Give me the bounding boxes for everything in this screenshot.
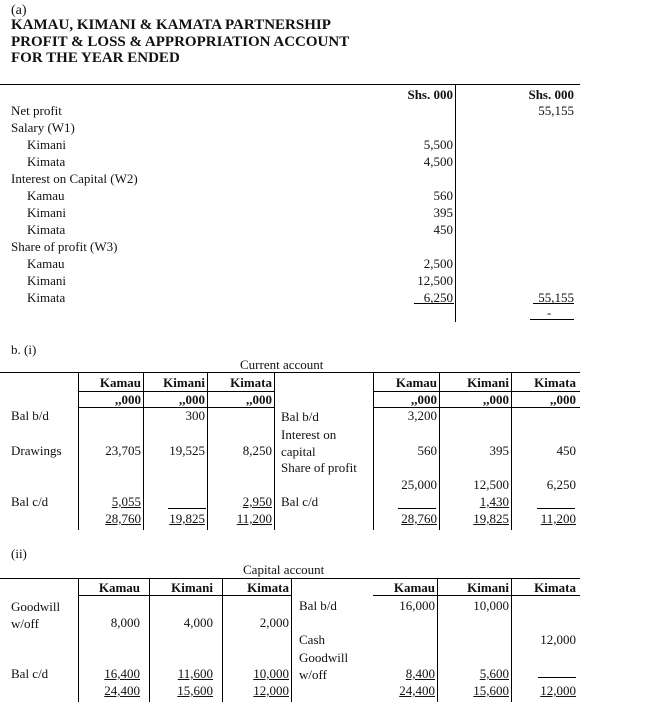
current-debit-unit-kimani: ,,000 [179,392,205,407]
interest-kimata-value: 450 [433,222,453,237]
capital-debit-total-kimata: 12,000 [253,683,289,698]
capital-credit-label-bal-bd: Bal b/d [299,598,337,613]
row-label-net-profit: Net profit [11,103,62,118]
capital-debit-header-kamau: Kamau [98,580,140,595]
current-debit-header-kimata: Kimata [230,375,272,390]
row-label-interest-kamau: Kamau [27,188,65,203]
current-credit-bal-cd-kimani: 1,430 [479,494,509,509]
current-bal-cd-kimani-rule [168,508,206,509]
current-bal-cd-kimata: 2,950 [242,494,272,509]
capital-bal-bd-kimani: 10,000 [473,598,509,613]
capital-credit-header-kimani: Kimani [467,580,509,595]
row-label-salary: Salary (W1) [11,120,75,135]
current-credit-label-bal-cd: Bal c/d [281,494,319,509]
current-debit-label-bal-bd: Bal b/d [11,408,49,423]
appropriation-total: 55,155 [538,290,574,305]
part-a-label: (a) [11,3,27,18]
current-debit-header-kamau: Kamau [99,375,141,390]
capital-bal-cd-kimata: 10,000 [253,666,289,681]
capital-divider-3 [222,578,223,702]
row-label-share-kimani: Kimani [27,273,66,288]
row-label-share: Share of profit (W3) [11,239,118,254]
current-interest-kimani: 395 [489,443,509,458]
capital-goodwill-kimata: 2,000 [259,615,289,630]
current-debit-label-drawings: Drawings [11,443,62,458]
current-debit-total-kamau: 28,760 [105,511,141,526]
share-kamau-value: 2,500 [423,256,453,271]
capital-goodwill-kimani: 4,000 [183,615,213,630]
row-label-interest-kimani: Kimani [27,205,66,220]
current-debit-unit-kamau: ,,000 [115,392,141,407]
current-interest-kamau: 560 [417,443,437,458]
capital-credit-header-rule [373,595,580,596]
current-drawings-kamau: 23,705 [105,443,141,458]
current-credit-total-kimani: 19,825 [473,511,509,526]
capital-debit-header-kimani: Kimani [171,580,213,595]
part-b1-label: b. (i) [11,342,37,357]
current-credit-kimata-rule [537,508,575,509]
current-debit-total-kimata: 11,200 [236,511,272,526]
salary-kimani-value: 5,500 [423,137,453,152]
capital-credit-header-kamau: Kamau [393,580,435,595]
share-kimani-value: 12,500 [417,273,453,288]
current-debit-label-bal-cd: Bal c/d [11,494,49,509]
statement-title-line-1: KAMAU, KIMANI & KAMATA PARTNERSHIP [11,17,331,33]
column-divider [455,84,456,322]
capital-divider-1 [78,578,79,702]
current-credit-label-bal-bd: Bal b/d [281,409,319,424]
capital-debit-total-kamau: 24,400 [104,683,140,698]
capital-top-rule [0,578,580,579]
capital-credit-header-kimata: Kimata [534,580,576,595]
capital-debit-label-goodwill: Goodwill w/off [11,599,61,631]
row-label-salary-kimata: Kimata [27,154,66,169]
capital-credit-total-kamau: 24,400 [399,683,435,698]
capital-debit-label-bal-cd: Bal c/d [11,666,49,681]
current-divider-1 [78,372,79,530]
interest-kamau-value: 560 [433,188,453,203]
col1-header: Shs. 000 [407,87,453,102]
capital-divider-2 [149,578,150,702]
current-debit-total-kimani: 19,825 [169,511,205,526]
current-top-rule [0,372,580,373]
row-label-share-kimata: Kimata [27,290,66,305]
total-rule [533,303,574,304]
capital-cash-kimata: 12,000 [540,632,576,647]
statement-title-line-3: FOR THE YEAR ENDED [11,50,180,66]
capital-credit-kimata-rule [538,677,576,678]
capital-bal-cd-kamau: 16,400 [104,666,140,681]
capital-credit-goodwill-kamau: 8,400 [405,666,435,681]
current-credit-kamau-rule [398,508,436,509]
current-credit-header-kamau: Kamau [395,375,437,390]
current-credit-header-kimata: Kimata [534,375,576,390]
balance-dash: - [547,305,552,320]
current-divider-5 [373,372,374,530]
row-label-salary-kimani: Kimani [27,137,66,152]
capital-debit-total-kimani: 15,600 [177,683,213,698]
capital-debit-header-kimata: Kimata [247,580,289,595]
current-divider-4 [274,372,275,530]
capital-divider-4 [291,578,292,702]
row-label-interest: Interest on Capital (W2) [11,171,138,186]
current-divider-7 [511,372,512,530]
capital-divider-5 [437,578,438,702]
current-credit-label-interest: Interest on capital [281,427,337,459]
current-interest-kimata: 450 [556,443,576,458]
current-credit-unit-kimani: ,,000 [483,392,509,407]
current-debit-unit-kimata: ,,000 [246,392,272,407]
row-label-interest-kimata: Kimata [27,222,66,237]
capital-credit-total-kimata: 12,000 [540,683,576,698]
capital-credit-goodwill-kimani: 5,600 [479,666,509,681]
capital-credit-label-cash: Cash [299,632,325,647]
capital-account-title: Capital account [243,562,325,577]
current-debit-bal-bd-kimani: 300 [185,408,205,423]
current-credit-bal-bd-kamau: 3,200 [407,408,437,423]
current-debit-header-kimani: Kimani [163,375,205,390]
current-credit-unit-kamau: ,,000 [411,392,437,407]
header-rule [0,84,580,85]
capital-credit-total-kimani: 15,600 [473,683,509,698]
capital-credit-label-goodwill: Goodwill w/off [299,650,349,682]
current-share-kimani: 12,500 [473,477,509,492]
capital-bal-cd-kimani: 11,600 [177,666,213,681]
current-credit-total-kimata: 11,200 [540,511,576,526]
current-divider-2 [143,372,144,530]
statement-title-line-2: PROFIT & LOSS & APPROPRIATION ACCOUNT [11,34,350,50]
current-credit-label-share: Share of profit [281,460,357,475]
current-divider-3 [207,372,208,530]
capital-goodwill-kamau: 8,000 [110,615,140,630]
row-label-share-kamau: Kamau [27,256,65,271]
share-kimata-value: 6,250 [423,290,453,305]
double-rule [530,319,574,320]
current-bal-cd-kamau: 5,055 [111,494,141,509]
interest-kimani-value: 395 [433,205,453,220]
capital-debit-header-rule [78,595,291,596]
capital-divider-6 [511,578,512,702]
salary-kimata-value: 4,500 [423,154,453,169]
current-credit-header-kimani: Kimani [467,375,509,390]
capital-bal-bd-kamau: 16,000 [399,598,435,613]
net-profit-value: 55,155 [538,103,574,118]
current-share-kimata: 6,250 [546,477,576,492]
current-drawings-kimata: 8,250 [242,443,272,458]
col2-header: Shs. 000 [528,87,574,102]
current-share-kamau: 25,000 [401,477,437,492]
current-divider-6 [439,372,440,530]
current-account-title: Current account [240,357,324,372]
current-credit-total-kamau: 28,760 [401,511,437,526]
subtotal-rule [414,303,454,304]
current-drawings-kimani: 19,525 [169,443,205,458]
current-credit-unit-kimata: ,,000 [550,392,576,407]
part-b2-label: (ii) [11,546,27,561]
